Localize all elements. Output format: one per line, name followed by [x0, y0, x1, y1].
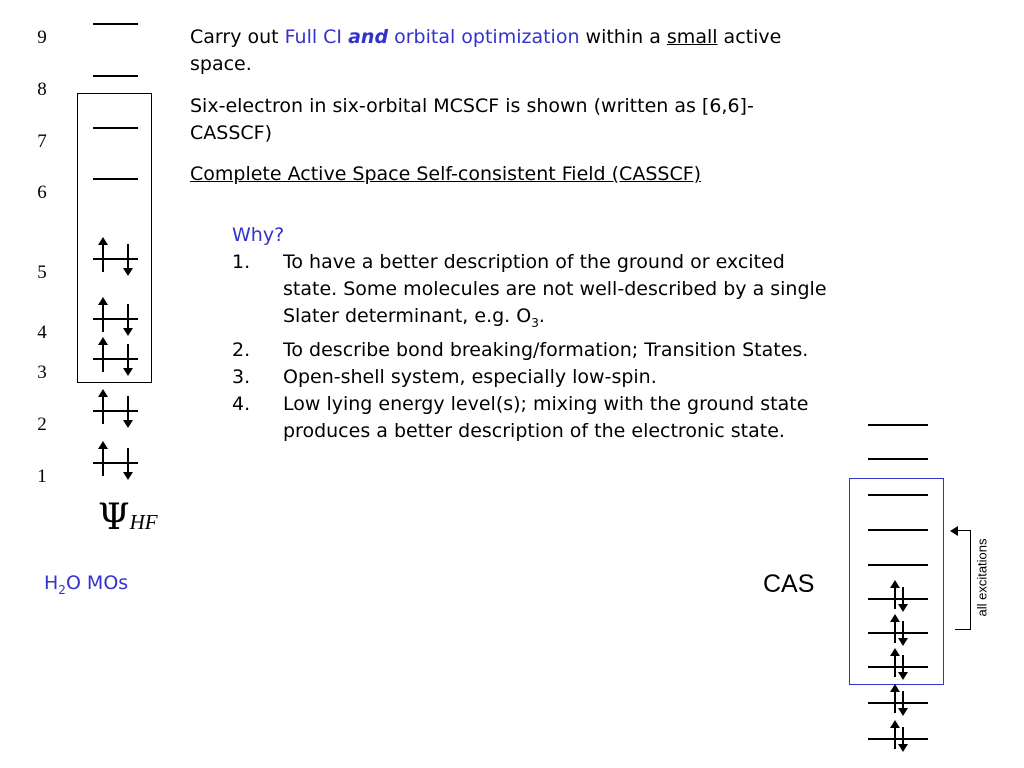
- why-item-1-tail: .: [538, 305, 545, 327]
- cas-level-line: [868, 564, 928, 566]
- mo-level-line: [93, 462, 138, 464]
- cas-level-line: [868, 702, 928, 704]
- why-item-text: To describe bond breaking/formation; Transition States.: [283, 338, 809, 361]
- mo-level-number: 2: [37, 414, 47, 435]
- small-text: small: [666, 26, 718, 48]
- cas-level-line: [868, 598, 928, 600]
- spin-down-arrow-icon: [902, 655, 904, 673]
- mo-level-number: 7: [37, 131, 47, 152]
- mo-level-line: [93, 75, 138, 77]
- spin-up-arrow-icon: [894, 587, 896, 609]
- line1-prefix: Carry out: [190, 26, 285, 48]
- cas-level-line: [868, 458, 928, 460]
- spin-up-arrow-icon: [102, 396, 104, 424]
- why-item-number: 1.: [232, 251, 251, 273]
- mo-level-number: 4: [37, 322, 47, 343]
- spin-down-arrow-icon: [902, 691, 904, 709]
- mo-level-number: 1: [37, 466, 47, 487]
- psi-subscript: HF: [129, 510, 158, 534]
- cas-level-line: [868, 494, 928, 496]
- cas-level-line: [868, 738, 928, 740]
- why-item-number: 3.: [232, 365, 251, 388]
- casscf-definition: Complete Active Space Self-consistent Field (CASSCF): [190, 163, 702, 185]
- and-text: and: [348, 26, 389, 48]
- why-item-text: Open-shell system, especially low-spin.: [283, 365, 657, 388]
- why-item-1-text: To have a better description of the ground or excited state. Some molecules are not well-described by a single Slater determinant, e.g. O: [283, 251, 827, 327]
- line1-suffix: active space.: [190, 26, 782, 75]
- mo-level-line: [93, 127, 138, 129]
- spin-down-arrow-icon: [127, 396, 129, 421]
- mo-level-line: [93, 410, 138, 412]
- why-item-4: [232, 391, 832, 445]
- why-item-number: 2.: [232, 338, 251, 361]
- spin-up-arrow-icon: [894, 691, 896, 713]
- spin-up-arrow-icon: [102, 448, 104, 476]
- why-item-text: [283, 249, 828, 337]
- psi-symbol: Ψ: [98, 497, 130, 538]
- mo-level-line: [93, 258, 138, 260]
- excitation-bracket: [955, 530, 971, 630]
- mo-level-number: 9: [37, 27, 47, 48]
- spin-up-arrow-icon: [102, 344, 104, 372]
- spin-down-arrow-icon: [127, 244, 129, 269]
- excitation-arrow-head: [950, 526, 958, 536]
- spin-up-arrow-icon: [894, 655, 896, 677]
- wavefunction-label: [98, 498, 158, 542]
- mo-caption: [44, 572, 128, 597]
- spin-up-arrow-icon: [102, 244, 104, 272]
- cas-level-line: [868, 529, 928, 531]
- why-item-text: Low lying energy level(s); mixing with the ground state produces a better description of the electronic state.: [283, 392, 809, 442]
- mo-level-line: [93, 178, 138, 180]
- cas-level-line: [868, 666, 928, 668]
- active-space-box: [77, 93, 152, 383]
- spin-up-arrow-icon: [894, 621, 896, 643]
- description-line2: Six-electron in six-orbital MCSCF is shown (written as [6,6]-CASSCF): [190, 95, 754, 144]
- caption-subscript: 2: [58, 582, 66, 597]
- full-ci-text: Full CI: [284, 26, 343, 48]
- spin-down-arrow-icon: [127, 448, 129, 473]
- mo-level-line: [93, 23, 138, 25]
- why-heading: Why?: [232, 224, 285, 246]
- why-list: [232, 249, 832, 445]
- mo-level-number: 3: [37, 362, 47, 383]
- why-item-number: 4.: [232, 392, 251, 415]
- caption-prefix: H: [44, 572, 59, 594]
- line1-within: within a: [579, 26, 667, 48]
- mo-level-number: 5: [37, 262, 47, 283]
- spin-down-arrow-icon: [902, 587, 904, 605]
- mo-level-line: [93, 358, 138, 360]
- spin-up-arrow-icon: [894, 727, 896, 749]
- description-line1: [190, 24, 830, 78]
- orbital-optimization-text: orbital optimization: [394, 26, 580, 48]
- mo-level-number: 6: [37, 182, 47, 203]
- why-item-2: [232, 337, 832, 364]
- cas-level-line: [868, 424, 928, 426]
- mo-diagram: [0, 0, 180, 620]
- cas-level-line: [868, 632, 928, 634]
- spin-down-arrow-icon: [127, 304, 129, 329]
- mo-level-number: 8: [37, 79, 47, 100]
- mo-level-line: [93, 318, 138, 320]
- spin-down-arrow-icon: [127, 344, 129, 369]
- caption-suffix: O MOs: [65, 572, 129, 594]
- spin-down-arrow-icon: [902, 621, 904, 639]
- spin-down-arrow-icon: [902, 727, 904, 745]
- why-item-3: [232, 364, 832, 391]
- ozone-subscript: 3: [531, 315, 539, 330]
- spin-up-arrow-icon: [102, 304, 104, 332]
- all-excitations-label: all excitations: [974, 538, 990, 617]
- why-item-1: [232, 249, 832, 337]
- cas-label: CAS: [763, 570, 815, 598]
